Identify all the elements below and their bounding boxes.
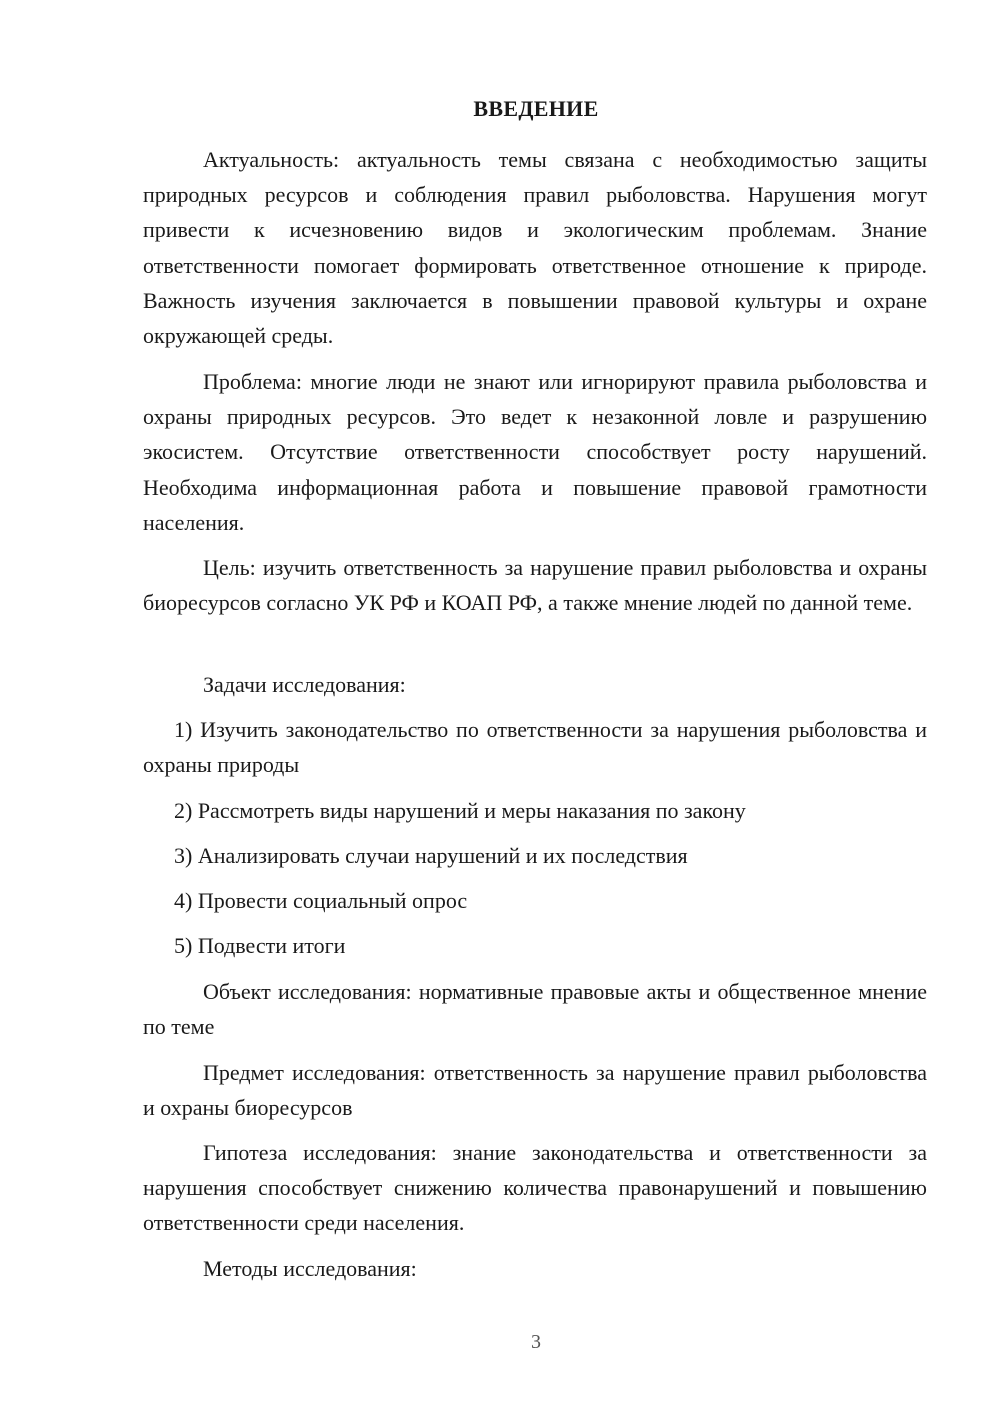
paragraph-goal: Цель: изучить ответственность за нарушение правил рыболовства и охраны биоресурсов согласно УК РФ и КОАП РФ, а также мнение людей по данной теме. xyxy=(143,555,927,616)
page-number: 3 xyxy=(531,1331,541,1353)
paragraph-object: Объект исследования: нормативные правовые акты и общественное мнение по теме xyxy=(143,979,927,1040)
paragraph-problem: Проблема: многие люди не знают или игнорируют правила рыболовства и охраны природных ресурсов. Это ведет к незаконной ловле и разрушению экосистем. Отсутствие ответственности способствует росту нарушений. Необходима информационная работа и повышение правовой грамотности населения. xyxy=(143,369,927,535)
page-title: ВВЕДЕНИЕ xyxy=(473,96,599,121)
methods-heading: Методы исследования: xyxy=(203,1256,417,1281)
task-item: 3) Анализировать случаи нарушений и их последствия xyxy=(174,843,688,868)
paragraph-hypothesis: Гипотеза исследования: знание законодательства и ответственности за нарушения способствует снижению количества правонарушений и повышению ответственности среди населения. xyxy=(143,1140,927,1236)
task-item: 4) Провести социальный опрос xyxy=(174,888,468,913)
tasks-heading: Задачи исследования: xyxy=(203,672,406,697)
task-item: 5) Подвести итоги xyxy=(174,933,346,958)
paragraph-subject: Предмет исследования: ответственность за нарушение правил рыболовства и охраны биоресурсов xyxy=(143,1060,927,1121)
task-item: 2) Рассмотреть виды нарушений и меры наказания по закону xyxy=(174,798,746,823)
paragraph-relevance: Актуальность: актуальность темы связана с необходимостью защиты природных ресурсов и соблюдения правил рыболовства. Нарушения могут привести к исчезновению видов и экологическим проблемам. Знание ответственности помогает формировать ответственное отношение к природе. Важность изучения заключается в повышении правовой культуры и охране окружающей среды. xyxy=(143,147,927,349)
task-item: 1) Изучить законодательство по ответственности за нарушения рыболовства и охраны природы xyxy=(143,717,927,778)
